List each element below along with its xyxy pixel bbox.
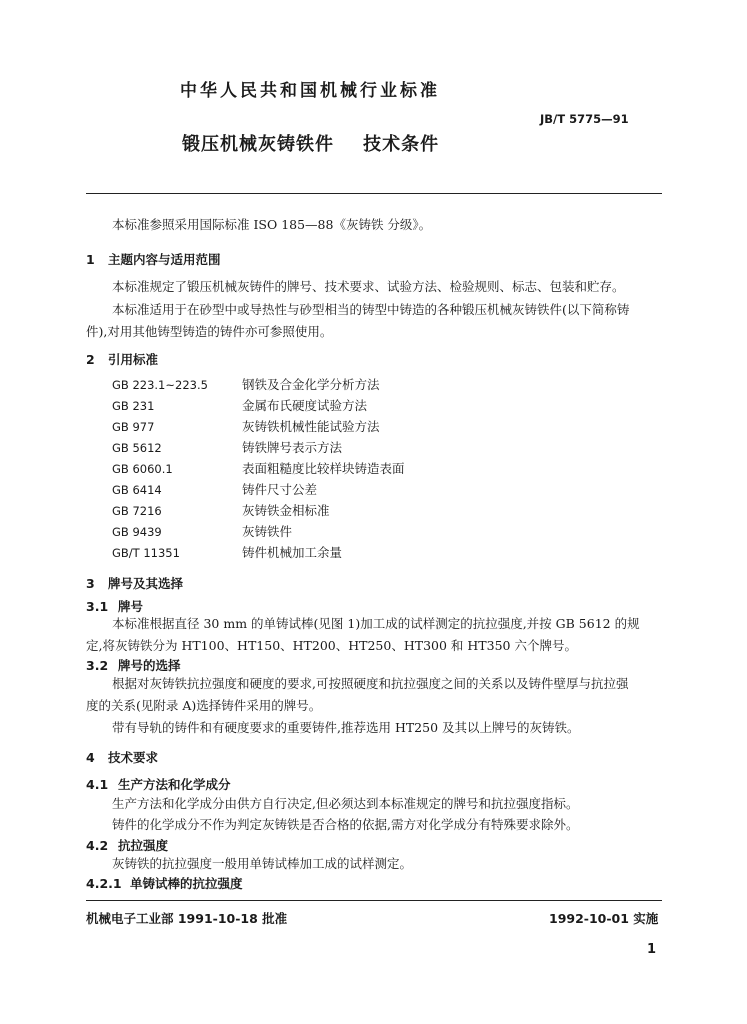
section-title: 牌号及其选择 <box>108 576 184 591</box>
reference-code: GB 6414 <box>112 483 162 497</box>
reference-name: 铸件机械加工余量 <box>242 545 343 560</box>
section-1-paragraph-1: 本标准规定了锻压机械灰铸件的牌号、技术要求、试验方法、检验规则、标志、包装和贮存。 <box>112 279 625 294</box>
reference-name: 灰铸铁机械性能试验方法 <box>242 419 380 434</box>
section-1-paragraph-2-line-2: 件),对用其他铸型铸造的铸件亦可参照使用。 <box>86 324 333 339</box>
header-divider <box>86 193 662 194</box>
subsection-title: 生产方法和化学成分 <box>118 777 231 792</box>
subsection-4-1-line-2: 铸件的化学成分不作为判定灰铸铁是否合格的依据,需方对化学成分有特殊要求除外。 <box>112 817 579 832</box>
reference-code: GB 6060.1 <box>112 462 173 476</box>
section-3-heading <box>86 574 183 592</box>
section-2-heading <box>86 350 158 368</box>
subsection-title: 牌号的选择 <box>118 658 181 673</box>
document-title: 锻压机械灰铸铁件 技术条件 <box>182 134 440 155</box>
reference-code: GB 5612 <box>112 441 162 455</box>
reference-code: GB 7216 <box>112 504 162 518</box>
subsection-4-1-line-1: 生产方法和化学成分由供方自行决定,但必须达到本标准规定的牌号和抗拉强度指标。 <box>112 796 579 811</box>
reference-name: 灰铸铁件 <box>242 524 293 539</box>
reference-name: 铸件尺寸公差 <box>242 482 318 497</box>
section-number: 2 <box>86 352 95 367</box>
subsection-title: 牌号 <box>118 599 144 614</box>
reference-code: GB/T 11351 <box>112 546 180 560</box>
reference-name: 钢铁及合金化学分析方法 <box>242 377 380 392</box>
reference-code: GB 977 <box>112 420 155 434</box>
section-number: 4 <box>86 750 95 765</box>
footer-divider <box>86 900 662 901</box>
subsection-3-2-line-1: 根据对灰铸铁抗拉强度和硬度的要求,可按照硬度和抗拉强度之间的关系以及铸件壁厚与抗拉强 <box>112 676 629 691</box>
subsection-3-1-line-1: 本标准根据直径 30 mm 的单铸试棒(见图 1)加工成的试样测定的抗拉强度,并按 GB 5612 的规 <box>112 616 640 631</box>
approval-date: 机械电子工业部 1991-10-18 批准 <box>86 911 288 926</box>
subsection-3-1-line-2: 定,将灰铸铁分为 HT100、HT150、HT200、HT250、HT300 和 HT350 六个牌号。 <box>86 638 577 653</box>
section-number: 1 <box>86 252 95 267</box>
subsection-number: 4.2 <box>86 838 109 853</box>
section-title: 主题内容与适用范围 <box>108 252 221 267</box>
section-1-paragraph-2-line-1: 本标准适用于在砂型中或导热性与砂型相当的铸型中铸造的各种锻压机械灰铸铁件(以下简称铸 <box>112 302 630 317</box>
reference-name: 灰铸铁金相标准 <box>242 503 330 518</box>
reference-name: 金属布氏硬度试验方法 <box>242 398 368 413</box>
subsection-title: 单铸试棒的抗拉强度 <box>130 876 243 891</box>
subsection-4-2-1-heading <box>86 874 243 892</box>
effective-date: 1992-10-01 实施 <box>549 911 659 926</box>
reference-name: 铸铁牌号表示方法 <box>242 440 343 455</box>
reference-code: GB 223.1~223.5 <box>112 378 208 392</box>
section-number: 3 <box>86 576 95 591</box>
intro-paragraph: 本标准参照采用国际标准 ISO 185—88《灰铸铁 分级》。 <box>112 217 432 232</box>
reference-name: 表面粗糙度比较样块铸造表面 <box>242 461 405 476</box>
subsection-4-1-heading <box>86 775 231 793</box>
subsection-4-2-line-1: 灰铸铁的抗拉强度一般用单铸试棒加工成的试样测定。 <box>112 856 413 871</box>
subsection-number: 3.1 <box>86 599 109 614</box>
subsection-number: 4.2.1 <box>86 876 122 891</box>
issuing-organization: 中华人民共和国机械行业标准 <box>180 81 440 101</box>
page-number: 1 <box>647 942 657 957</box>
section-4-heading <box>86 748 158 766</box>
reference-code: GB 9439 <box>112 525 162 539</box>
subsection-number: 3.2 <box>86 658 109 673</box>
subsection-number: 4.1 <box>86 777 109 792</box>
section-1-heading <box>86 250 221 268</box>
section-title: 引用标准 <box>108 352 159 367</box>
subsection-3-2-line-3: 带有导轨的铸件和有硬度要求的重要铸件,推荐选用 HT250 及其以上牌号的灰铸铁。 <box>112 720 580 735</box>
standard-number: JB/T 5775—91 <box>540 112 629 126</box>
subsection-3-2-line-2: 度的关系(见附录 A)选择铸件采用的牌号。 <box>86 698 322 713</box>
subsection-title: 抗拉强度 <box>118 838 169 853</box>
reference-code: GB 231 <box>112 399 155 413</box>
section-title: 技术要求 <box>108 750 159 765</box>
